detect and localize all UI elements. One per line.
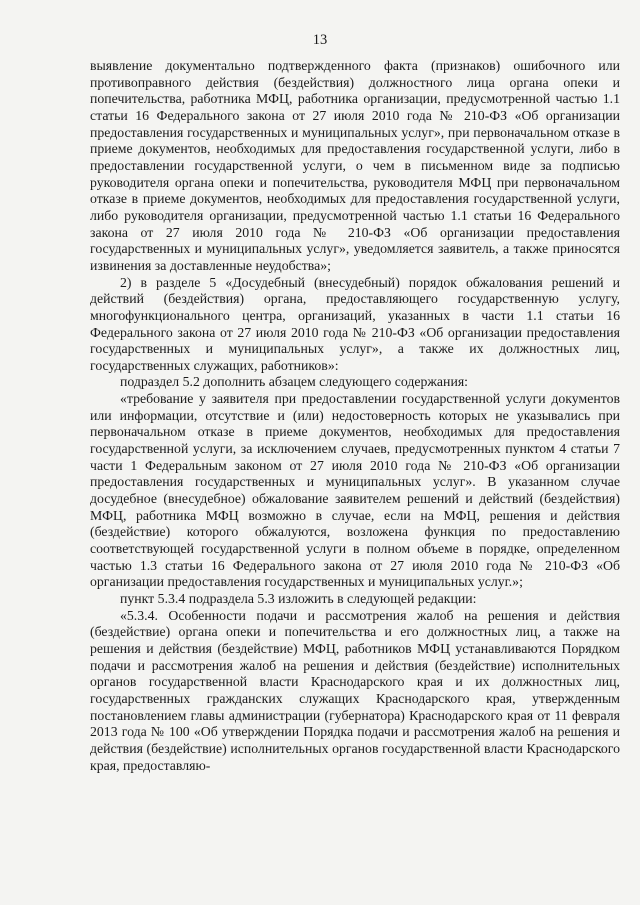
paragraph-5: пункт 5.3.4 подраздела 5.3 изложить в следующей редакции: [120,591,477,606]
page-number: 13 [312,32,328,48]
paragraph-6: «5.3.4. Особенности подачи и рассмотрения жалоб на решения и действия (бездействие) органа опеки и попечительства и его должностных лиц, а также на решения и действия (бездействие) МФЦ, работников МФЦ устанавливаются Порядком подачи и рассмотрения жалоб на решения и действия (бездействие) исполнительных органов государственной власти Краснодарского края и их должностных лиц, государственных гражданских служащих Краснодарского края, утвержденным постановлением главы администрации (губернатора) Краснодарского края от 11 февраля 2013 года № 100 «Об утверждении Порядка подачи и рассмотрения жалоб на решения и действия (бездействие) исполнительных органов государственной власти Краснодарского края, предоставляю- [90,607,620,773]
paragraph-3: подраздел 5.2 дополнить абзацем следующего содержания: [120,374,469,390]
paragraph-1: выявление документально подтвержденного факта (признаков) ошибочного или противоправного действия (бездействия) должностного лица органа опеки и попечительства, работника МФЦ, работника организации, предусмотренной частью 1.1 статьи 16 Федерального закона от 27 июля 2010 года № 210-ФЗ «Об организации предоставления государственных и муниципальных услуг», при первоначальном отказе в приеме документов, необходимых для предоставления государственной услуги, либо в предоставлении государственной услуги, о чем в письменном виде за подписью руководителя органа опеки и попечительства, руководителя МФЦ при первоначальном отказе в приеме документов, необходимых для предоставления государственной услуги, либо руководителя организации, предусмотренной частью 1.1 статьи 16 Федерального закона от 27 июля 2010 года № 210-ФЗ «Об организации предоставления государственных и муниципальных услуг», уведомляется заявитель, а также приносятся извинения за доставленные неудобства»; [90,58,620,273]
paragraph-2: 2) в разделе 5 «Досудебный (внесудебный) порядок обжалования решений и действий (бездействия) органа, предоставляющего государственную услугу, многофункционального центра, организаций, указанных в части 1.1 статьи 16 Федерального закона от 27 июля 2010 года № 210-ФЗ «Об организации предоставления государственных и муниципальных услуг», а также их должностных лиц, государственных служащих, работников»: [90,274,620,373]
paragraph-4: «требование у заявителя при предоставлении государственной услуги документов или информации, отсутствие и (или) недостоверность которых не указывались при первоначальном отказе в приеме документов, необходимых для предоставления государственной услуги, за исключением случаев, предусмотренных пунктом 4 статьи 7 части 1 Федеральным законом от 27 июля 2010 года № 210-ФЗ «Об организации предоставления государственных и муниципальных услуг». В указанном случае досудебное (внесудебное) обжалование заявителем решений и действий (бездействия) МФЦ, работника МФЦ возможно в случае, если на МФЦ, решения и действия (бездействие) которого обжалуются, возложена функция по предоставлению соответствующей государственной услуги в полном объеме в порядке, определенном частью 1.3 статьи 16 Федерального закона от 27 июля 2010 года № 210-ФЗ «Об организации предоставления государственных и муниципальных услуг.»; [90,391,620,590]
document-body [90,58,620,774]
